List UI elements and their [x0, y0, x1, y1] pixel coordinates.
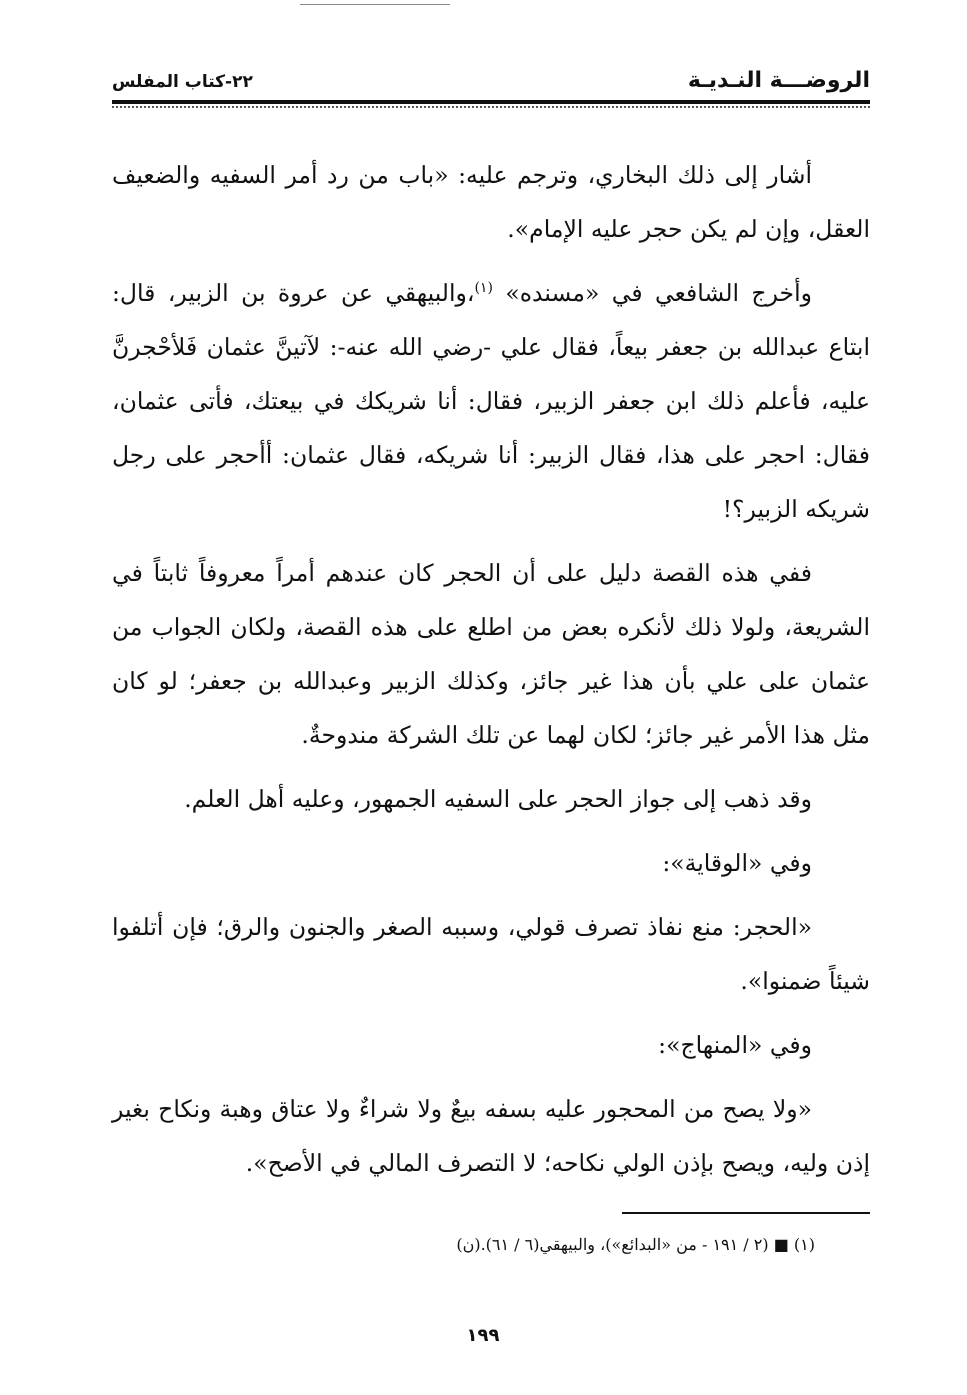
- paragraph-majority: وقد ذهب إلى جواز الحجر على السفيه الجمهور، وعليه أهل العلم.: [184, 785, 812, 813]
- paragraph-minhaj-quote: «ولا يصح من المحجور عليه بسفه بيعٌ ولا شراءٌ ولا عتاق وهبة ونكاح بغير إذن وليه، ويصح بإذن الولي نكاحه؛ لا التصرف المالي في الأصح».: [112, 1095, 870, 1177]
- book-title: الروضـــة النـديـة: [687, 68, 870, 93]
- paragraph-bukhari: أشار إلى ذلك البخاري، وترجم عليه: «باب من رد أمر السفيه والضعيف العقل، وإن لم يكن حجر عليه الإمام».: [112, 161, 870, 243]
- narration-intro: وأخرج الشافعي في «مسنده»: [505, 279, 812, 307]
- paragraph-minhaj-heading: وفي «المنهاج»:: [658, 1031, 812, 1059]
- chapter-title: ٢٢-كتاب المفلس: [112, 72, 253, 92]
- paragraph-wiqaya-quote: «الحجر: منع نفاذ تصرف قولي، وسببه الصغر والجنون والرق؛ فإن أتلفوا شيئاً ضمنوا».: [112, 913, 870, 995]
- narration-chain: ،والبيهقي عن عروة بن الزبير،: [167, 279, 475, 307]
- page-number: ١٩٩: [466, 1325, 500, 1346]
- paragraph-shafii-narration: [112, 266, 870, 536]
- footnote-rule: [622, 1212, 870, 1214]
- paragraph-wiqaya-heading: وفي «الوقاية»:: [662, 849, 812, 877]
- header-rule-dotted: [112, 106, 870, 108]
- narration-story: ابتاع عبدالله بن جعفر بيعاً، فقال علي -رضي الله عنه-: لآتينَّ عثمان فَلأحْجرنَّ عليه، فأعلم ذلك ابن جعفر الزبير، فقال: أنا شريكك في بيعتك، فأتى عثمان، فقال: احجر على هذا، فقال الزبير: أنا شريكه، فقال عثمان: أأحجر على رجل شريكه الزبير؟!: [112, 333, 870, 523]
- main-text: [112, 148, 870, 1200]
- header-rule: [112, 100, 870, 104]
- footnote: (١) ■ (٢ / ١٩١ - من «البدائع»)، والبيهقي(٦ / ٦١).(ن): [456, 1235, 815, 1254]
- narration-qala: قال:: [112, 279, 156, 307]
- footnote-marker: (١): [474, 280, 493, 297]
- top-edge-line: [300, 4, 450, 5]
- paragraph-evidence: ففي هذه القصة دليل على أن الحجر كان عندهم أمراً معروفاً ثابتاً في الشريعة، ولولا ذلك لأنكره بعض من اطلع على هذه القصة، ولكان الجواب من عثمان على علي بأن هذا غير جائز، وكذلك الزبير وعبدالله بن جعفر؛ لو كان مثل هذا الأمر غير جائز؛ لكان لهما عن تلك الشركة مندوحةٌ.: [112, 559, 870, 749]
